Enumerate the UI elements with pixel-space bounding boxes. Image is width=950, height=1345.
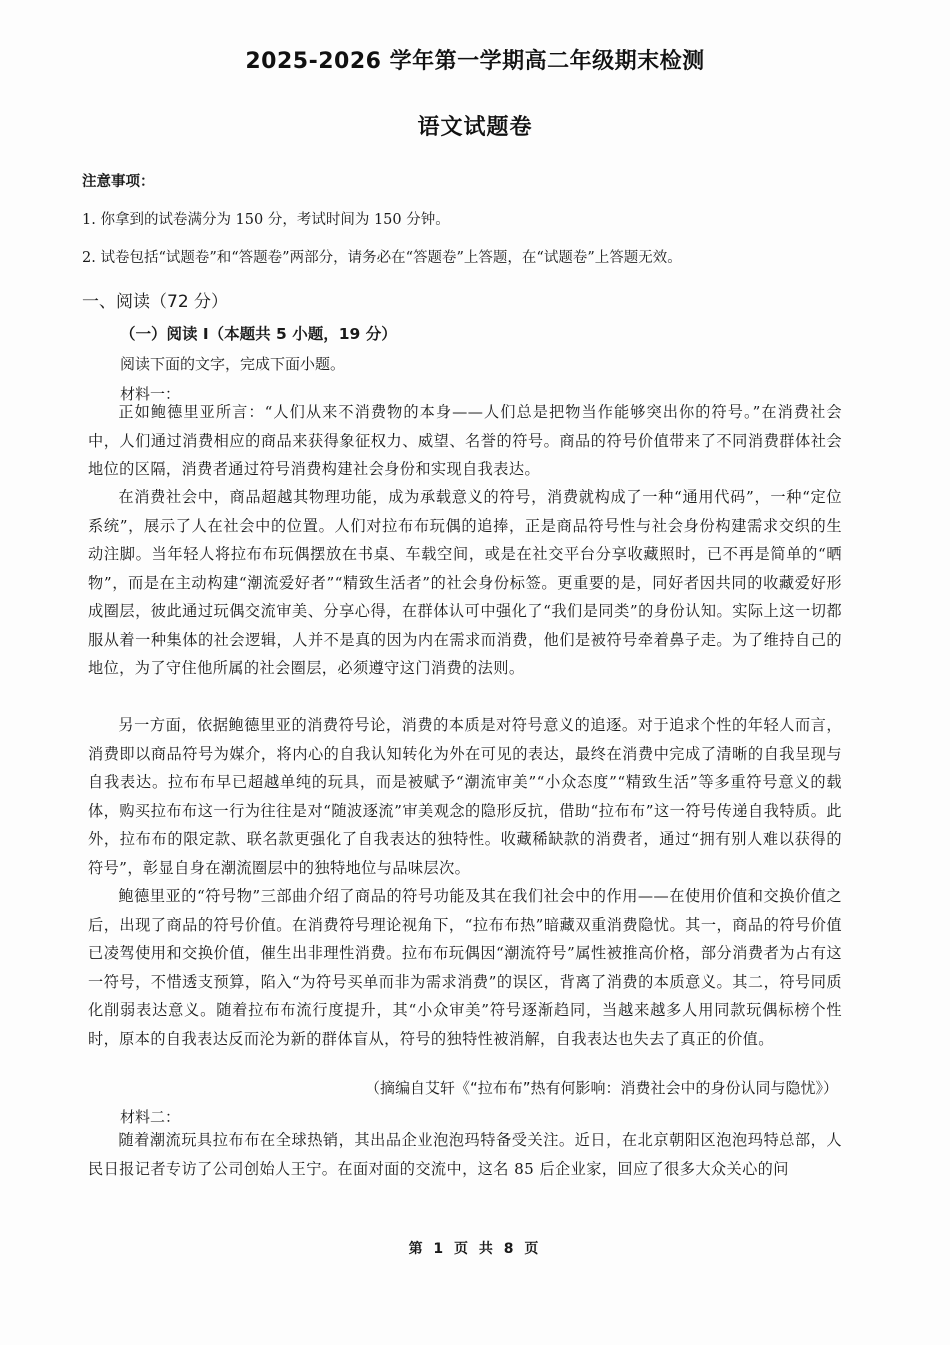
note-item-1: 1. 你拿到的试卷满分为 150 分，考试时间为 150 分钟。 (82, 212, 450, 228)
material-1-source: （摘编自艾轩《“拉布布”热有何影响：消费社会中的身份认同与隐忧》） (364, 1079, 838, 1097)
material-1-paragraph-3: 另一方面，依据鲍德里亚的消费符号论，消费的本质是对符号意义的追逐。对于追求个性的年轻人而言，消费即以商品符号为媒介，将内心的自我认知转化为外在可见的表达，最终在消费中完成了清晰的自我呈现与自我表达。拉布布早已超越单纯的玩具，而是被赋予“潮流审美”“小众态度”“精致生活”等多重符号意义的载体，购买拉布布这一行为往往是对“随波逐流”审美观念的隐形反抗，借助“拉布布”这一符号传递自我特质。此外，拉布布的限定款、联名款更强化了自我表达的独特性。收藏稀缺款的消费者，通过“拥有别人难以获得的符号”，彰显自身在潮流圈层中的独特地位与品味层次。 (88, 716, 842, 877)
exam-subtitle: 语文试题卷 (417, 115, 533, 140)
material-2-paragraph-1: 随着潮流玩具拉布布在全球热销，其出品企业泡泡玛特备受关注。近日，在北京朝阳区泡泡玛特总部，人民日报记者专访了公司创始人王宁。在面对面的交流中，这名 85 后企业家，回应了很多大众关心的问 (88, 1131, 842, 1178)
notes-heading: 注意事项： (82, 173, 155, 190)
material-1-paragraph-4: 鲍德里亚的“符号物”三部曲介绍了商品的符号功能及其在我们社会中的作用——在使用价值和交换价值之后，出现了商品的符号价值。在消费符号理论视角下，“拉布布热”暗藏双重消费隐忧。其一，商品的符号价值已凌驾使用和交换价值，催生出非理性消费。拉布布玩偶因“潮流符号”属性被推高价格，部分消费者为占有这一符号，不惜透支预算，陷入“为符号买单而非为需求消费”的误区，背离了消费的本质意义。其二，符号同质化削弱表达意义。随着拉布布流行度提升，其“小众审美”符号逐渐趋同，当越来越多人用同款玩偶标榜个性时，原本的自我表达反而沦为新的群体盲从，符号的独特性被消解，自我表达也失去了真正的价值。 (88, 887, 842, 1048)
section-heading: 一、阅读（72 分） (82, 292, 229, 312)
page-indicator: 第 1 页 共 8 页 (408, 1241, 542, 1257)
material-1-paragraph-2: 在消费社会中，商品超越其物理功能，成为承载意义的符号，消费就构成了一种“通用代码”，一种“定位系统”，展示了人在社会中的位置。人们对拉布布玩偶的追捧，正是商品符号性与社会身份构建需求交织的生动注脚。当年轻人将拉布布玩偶摆放在书桌、车载空间，或是在社交平台分享收藏照时，已不再是简单的“晒物”，而是在主动构建“潮流爱好者”“精致生活者”的社会身份标签。更重要的是，同好者因共同的收藏爱好形成圈层，彼此通过玩偶交流审美、分享心得，在群体认可中强化了“我们是同类”的身份认知。实际上这一切都服从着一种集体的社会逻辑，人并不是真的因为内在需求而消费，他们是被符号牵着鼻子走。为了维持自己的地位，为了守住他所属的社会圈层，必须遵守这门消费的法则。 (88, 488, 842, 677)
section-subheading: （一）阅读 I（本题共 5 小题，19 分） (120, 325, 397, 343)
note-item-2: 2. 试卷包括“试题卷”和“答题卷”两部分，请务必在“答题卷”上答题，在“试题卷”上答题无效。 (82, 250, 682, 266)
material-2-label: 材料二： (120, 1108, 181, 1126)
material-1-label: 材料一： (120, 385, 181, 403)
material-1-paragraph-1: 正如鲍德里亚所言：“人们从来不消费物的本身——人们总是把物当作能够突出你的符号。”在消费社会中，人们通过消费相应的商品来获得象征权力、威望、名誉的符号。商品的符号价值带来了不同消费群体社会地位的区隔，消费者通过符号消费构建社会身份和实现自我表达。 (88, 403, 842, 478)
reading-instruction: 阅读下面的文字，完成下面小题。 (120, 355, 346, 373)
exam-title: 2025-2026 学年第一学期高二年级期末检测 (245, 49, 705, 74)
